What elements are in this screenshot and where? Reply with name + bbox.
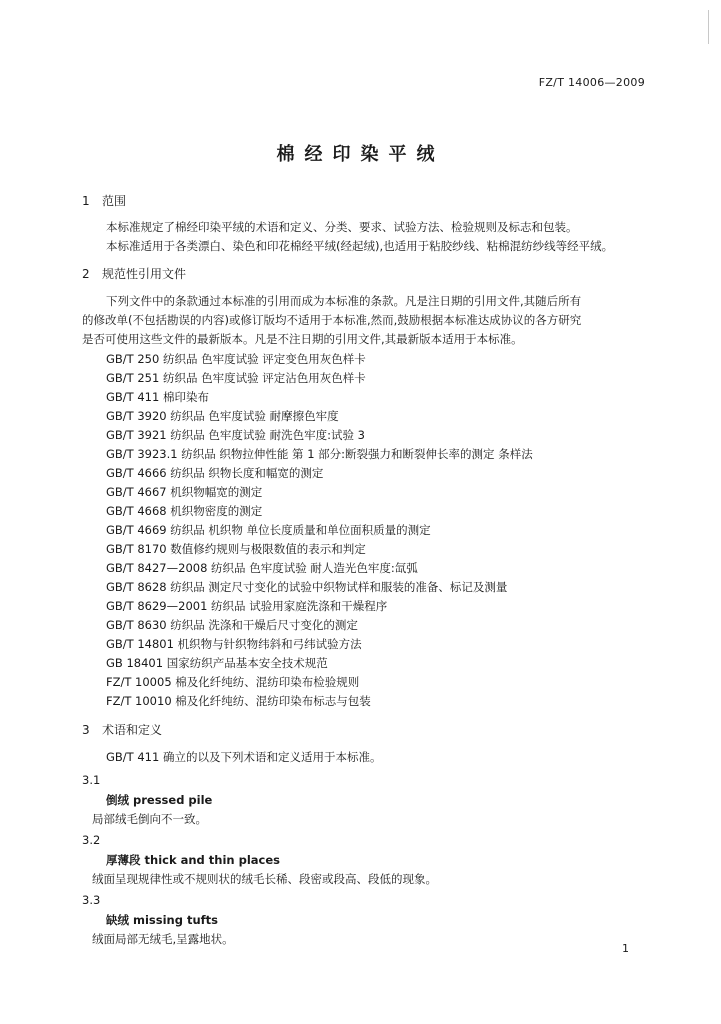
section-2-intro-line: 下列文件中的条款通过本标准的引用而成为本标准的条款。凡是注日期的引用文件,其随后所有 [106, 294, 582, 308]
section-1-paragraph-2: 本标准适用于各类漂白、染色和印花棉经平绒(经起绒),也适用于粘胶纱线、粘棉混纺纱线等经平绒。 [106, 239, 614, 253]
reference-item: GB/T 250 纺织品 色牢度试验 评定变色用灰色样卡 [106, 352, 366, 366]
reference-item: GB/T 251 纺织品 色牢度试验 评定沾色用灰色样卡 [106, 371, 366, 385]
section-3-heading [82, 721, 162, 738]
term-definition: 绒面呈现规律性或不规则状的绒毛长稀、段密或段高、段低的现象。 [92, 872, 437, 886]
page-number: 1 [622, 942, 629, 955]
reference-item: GB/T 8427—2008 纺织品 色牢度试验 耐人造光色牢度:氙弧 [106, 561, 418, 575]
section-2-intro-line: 是否可使用这些文件的最新版本。凡是不注日期的引用文件,其最新版本适用于本标准。 [82, 332, 523, 346]
reference-item: GB 18401 国家纺织产品基本安全技术规范 [106, 656, 328, 670]
section-title: 术语和定义 [102, 723, 163, 737]
reference-item: GB/T 8629—2001 纺织品 试验用家庭洗涤和干燥程序 [106, 599, 388, 613]
term-name: 缺绒 missing tufts [106, 913, 219, 927]
reference-item: GB/T 8630 纺织品 洗涤和干燥后尺寸变化的测定 [106, 618, 358, 632]
reference-item: GB/T 4666 纺织品 织物长度和幅宽的测定 [106, 466, 324, 480]
reference-item: GB/T 8170 数值修约规则与极限数值的表示和判定 [106, 542, 366, 556]
term-number: 3.1 [82, 773, 101, 787]
section-2-intro-line: 的修改单(不包括勘误的内容)或修订版均不适用于本标准,然而,鼓励根据本标准达成协议的各方研究 [82, 313, 582, 327]
section-1-paragraph-1: 本标准规定了棉经印染平绒的术语和定义、分类、要求、试验方法、检验规则及标志和包装。 [106, 220, 578, 234]
term-name: 倒绒 pressed pile [106, 793, 213, 807]
reference-item: GB/T 4668 机织物密度的测定 [106, 504, 263, 518]
reference-item: FZ/T 10010 棉及化纤纯纺、混纺印染布标志与包装 [106, 694, 371, 708]
section-number: 2 [82, 267, 90, 281]
section-1-heading [82, 192, 126, 209]
reference-item: GB/T 4669 纺织品 机织物 单位长度质量和单位面积质量的测定 [106, 523, 431, 537]
page-title: 棉经印染平绒 [276, 144, 445, 165]
standard-code: FZ/T 14006—2009 [538, 76, 645, 89]
term-definition: 绒面局部无绒毛,呈露地状。 [92, 932, 234, 946]
reference-item: FZ/T 10005 棉及化纤纯纺、混纺印染布检验规则 [106, 675, 360, 689]
reference-item: GB/T 4667 机织物幅宽的测定 [106, 485, 263, 499]
reference-item: GB/T 14801 机织物与针织物纬斜和弓纬试验方法 [106, 637, 362, 651]
term-number: 3.3 [82, 893, 101, 907]
section-number: 1 [82, 194, 90, 208]
section-2-heading [82, 265, 186, 282]
section-title: 规范性引用文件 [102, 267, 187, 281]
reference-item: GB/T 3923.1 纺织品 织物拉伸性能 第 1 部分:断裂强力和断裂伸长率的测定 条样法 [106, 447, 533, 461]
section-number: 3 [82, 723, 90, 737]
term-number: 3.2 [82, 833, 101, 847]
scan-edge-mark [708, 10, 709, 44]
section-title: 范围 [102, 194, 127, 208]
reference-item: GB/T 8628 纺织品 测定尺寸变化的试验中织物试样和服装的准备、标记及测量 [106, 580, 508, 594]
reference-item: GB/T 3920 纺织品 色牢度试验 耐摩擦色牢度 [106, 409, 339, 423]
section-3-intro: GB/T 411 确立的以及下列术语和定义适用于本标准。 [106, 750, 382, 764]
reference-item: GB/T 3921 纺织品 色牢度试验 耐洗色牢度:试验 3 [106, 428, 365, 442]
term-definition: 局部绒毛倒向不一致。 [92, 812, 207, 826]
reference-item: GB/T 411 棉印染布 [106, 390, 209, 404]
term-name: 厚薄段 thick and thin places [106, 853, 280, 867]
